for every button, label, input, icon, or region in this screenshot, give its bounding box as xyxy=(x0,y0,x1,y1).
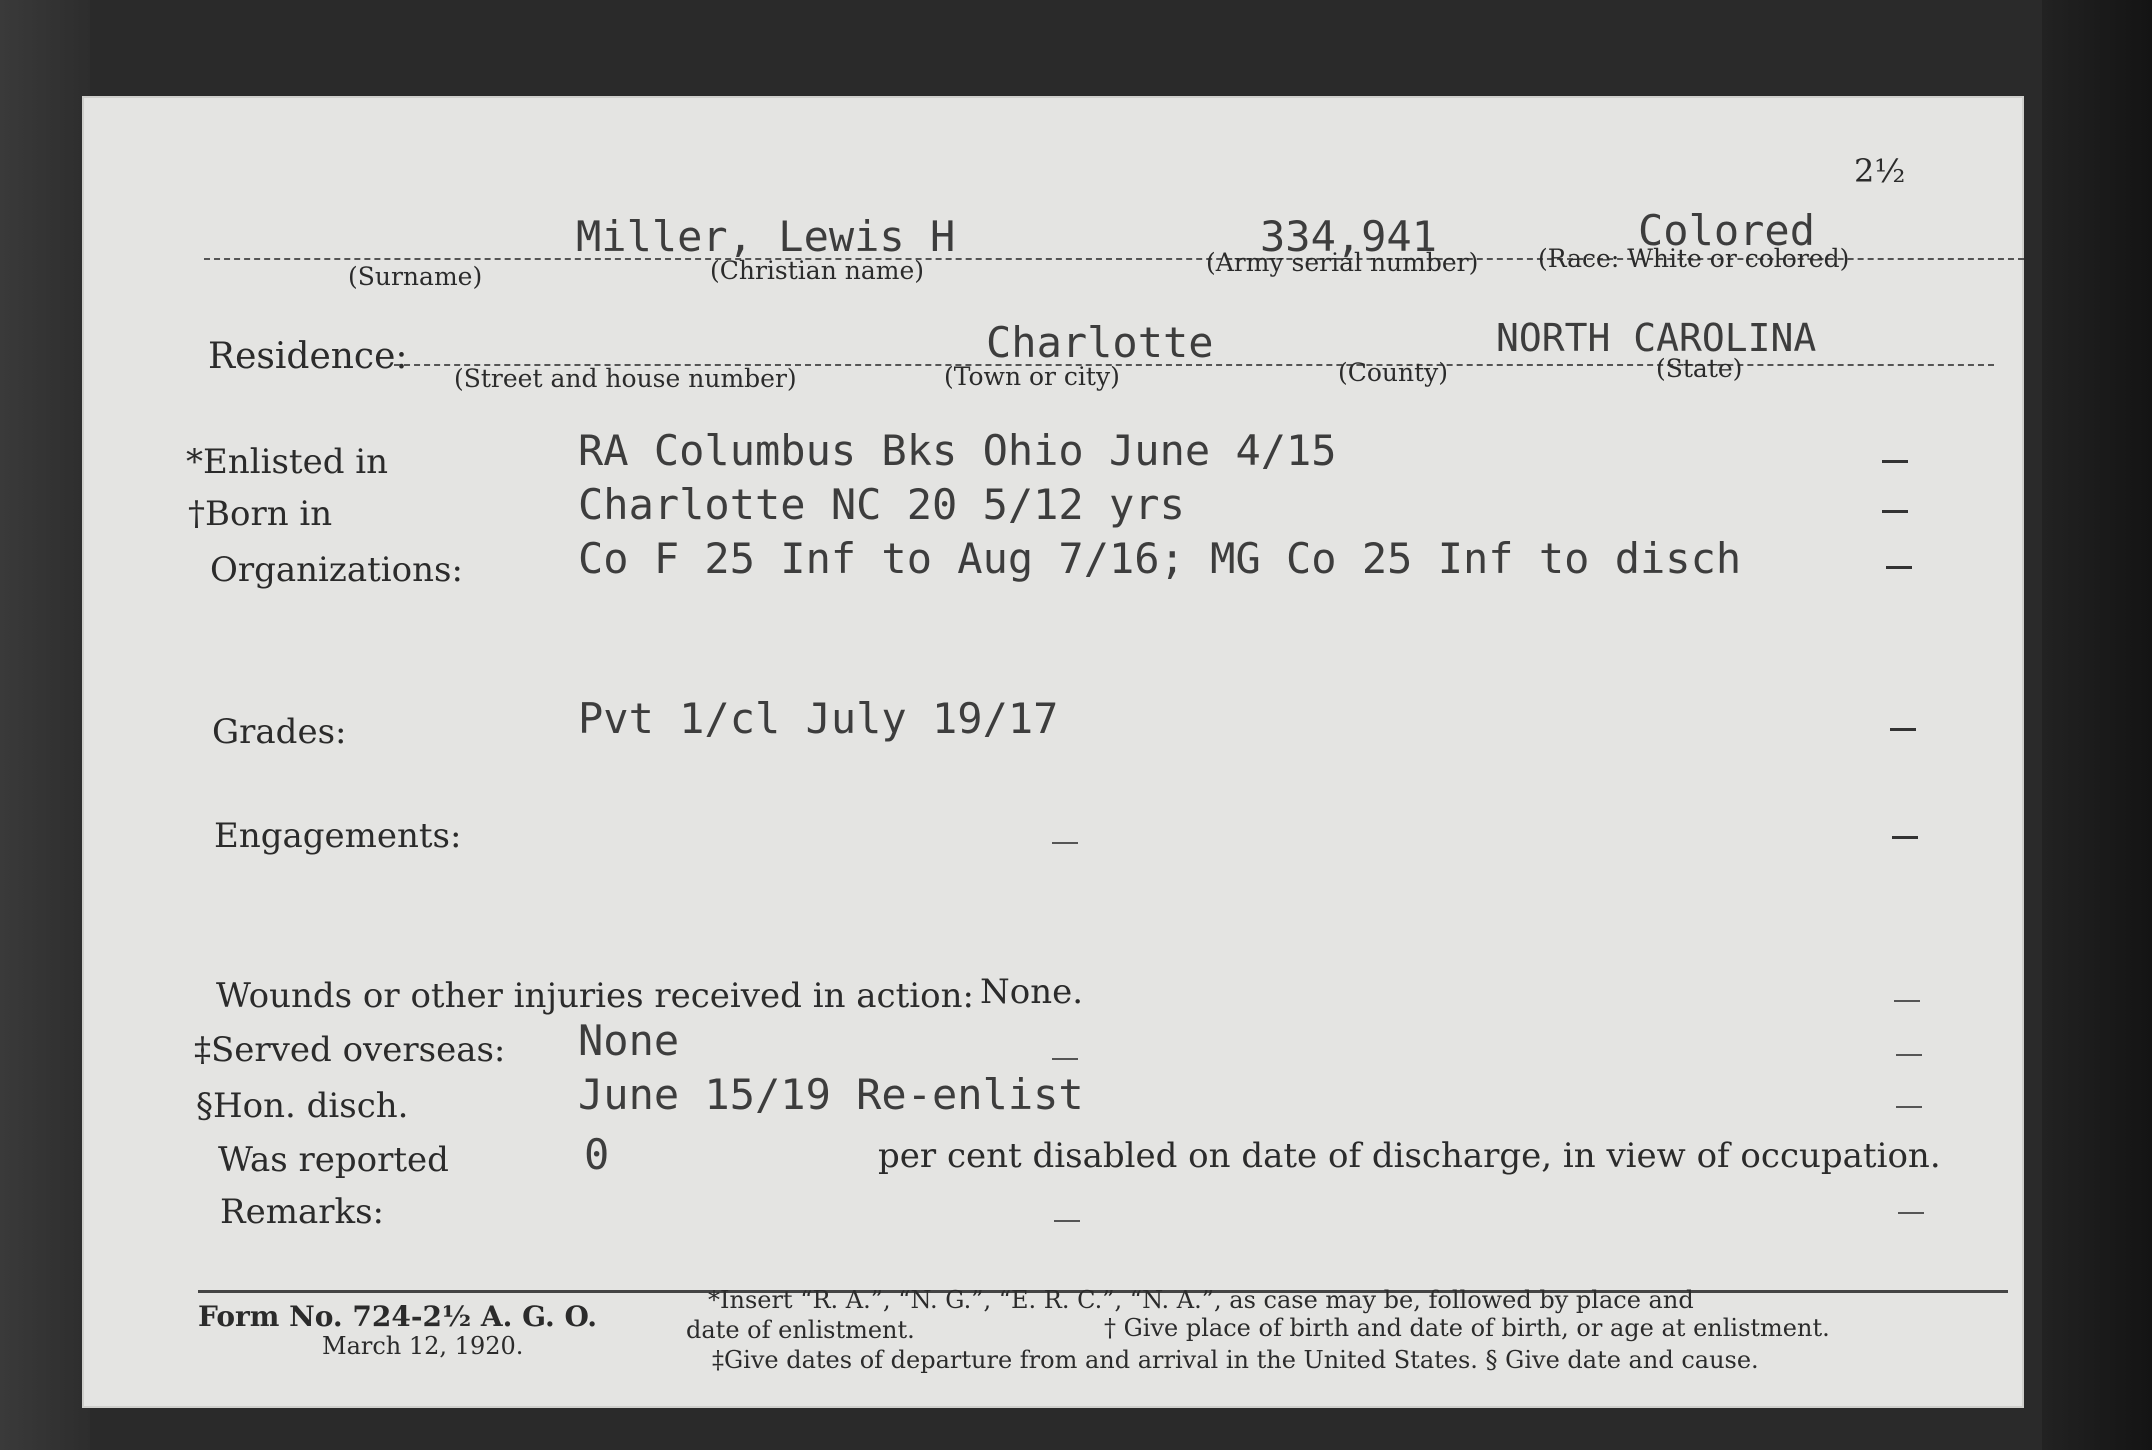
organizations-dash xyxy=(1886,566,1912,569)
remarks-label: Remarks: xyxy=(220,1192,384,1232)
county-label: (County) xyxy=(1338,358,1449,387)
form-number: Form No. 724-2½ A. G. O. xyxy=(198,1300,598,1333)
enlisted-dash xyxy=(1882,460,1908,463)
wounds-label: Wounds or other injuries received in action: xyxy=(216,976,974,1016)
scan-background-right xyxy=(2042,0,2152,1450)
race-label: (Race: White or colored) xyxy=(1538,244,1850,273)
grades-value: Pvt 1/cl July 19/17 xyxy=(578,694,1059,743)
footnote-4: ‡Give dates of departure from and arrival in the United States. § Give date and cause. xyxy=(712,1346,1759,1374)
overseas-value-dash xyxy=(1052,1058,1078,1060)
residence-city-value: Charlotte xyxy=(986,318,1214,367)
reported-label: Was reported xyxy=(218,1140,449,1180)
grades-dash xyxy=(1890,728,1916,731)
race-value: Colored xyxy=(1638,206,1816,255)
wounds-value: None. xyxy=(980,972,1084,1012)
enlisted-label: *Enlisted in xyxy=(186,442,389,482)
scan-background-left xyxy=(0,0,90,1450)
footnote-2: date of enlistment. xyxy=(686,1316,915,1344)
name-value: Miller, Lewis H xyxy=(576,212,956,261)
grades-label: Grades: xyxy=(212,712,347,752)
page-number: 2½ xyxy=(1854,152,1906,190)
form-date: March 12, 1920. xyxy=(322,1332,524,1360)
remarks-value-dash xyxy=(1054,1220,1080,1222)
engagements-value-dash xyxy=(1052,842,1078,844)
city-label: (Town or city) xyxy=(944,362,1120,391)
wounds-dash xyxy=(1894,1000,1920,1002)
overseas-label: ‡Served overseas: xyxy=(194,1030,506,1070)
overseas-value: None xyxy=(578,1016,680,1065)
footnote-3: † Give place of birth and date of birth, or age at enlistment. xyxy=(1104,1314,1830,1342)
christian-name-label: (Christian name) xyxy=(710,256,925,285)
hon-disch-dash xyxy=(1896,1106,1922,1108)
enlistment-record-card xyxy=(82,96,2024,1408)
organizations-label: Organizations: xyxy=(210,550,463,590)
hon-disch-label: §Hon. disch. xyxy=(196,1086,409,1126)
state-label: (State) xyxy=(1656,354,1743,383)
reported-value: 0 xyxy=(584,1130,610,1179)
hon-disch-value: June 15/19 Re-enlist xyxy=(578,1070,1084,1119)
organizations-value: Co F 25 Inf to Aug 7/16; MG Co 25 Inf to disch xyxy=(578,534,1742,583)
footnote-1: *Insert “R. A.”, “N. G.”, “E. R. C.”, “N. A.”, as case may be, followed by place and xyxy=(708,1286,1694,1314)
remarks-dash xyxy=(1898,1212,1924,1214)
born-label: †Born in xyxy=(188,494,333,534)
born-dash xyxy=(1882,510,1908,513)
residence-label: Residence: xyxy=(208,336,408,377)
residence-state-value: NORTH CAROLINA xyxy=(1496,316,1817,360)
surname-label: (Surname) xyxy=(348,262,483,291)
serial-value: 334,941 xyxy=(1260,212,1438,261)
street-label: (Street and house number) xyxy=(454,364,797,393)
overseas-dash xyxy=(1896,1054,1922,1056)
born-value: Charlotte NC 20 5/12 yrs xyxy=(578,480,1185,529)
serial-label: (Army serial number) xyxy=(1206,248,1479,277)
reported-suffix: per cent disabled on date of discharge, in view of occupation. xyxy=(878,1136,1941,1176)
engagements-dash xyxy=(1892,836,1918,839)
enlisted-value: RA Columbus Bks Ohio June 4/15 xyxy=(578,426,1337,475)
engagements-label: Engagements: xyxy=(214,816,462,856)
